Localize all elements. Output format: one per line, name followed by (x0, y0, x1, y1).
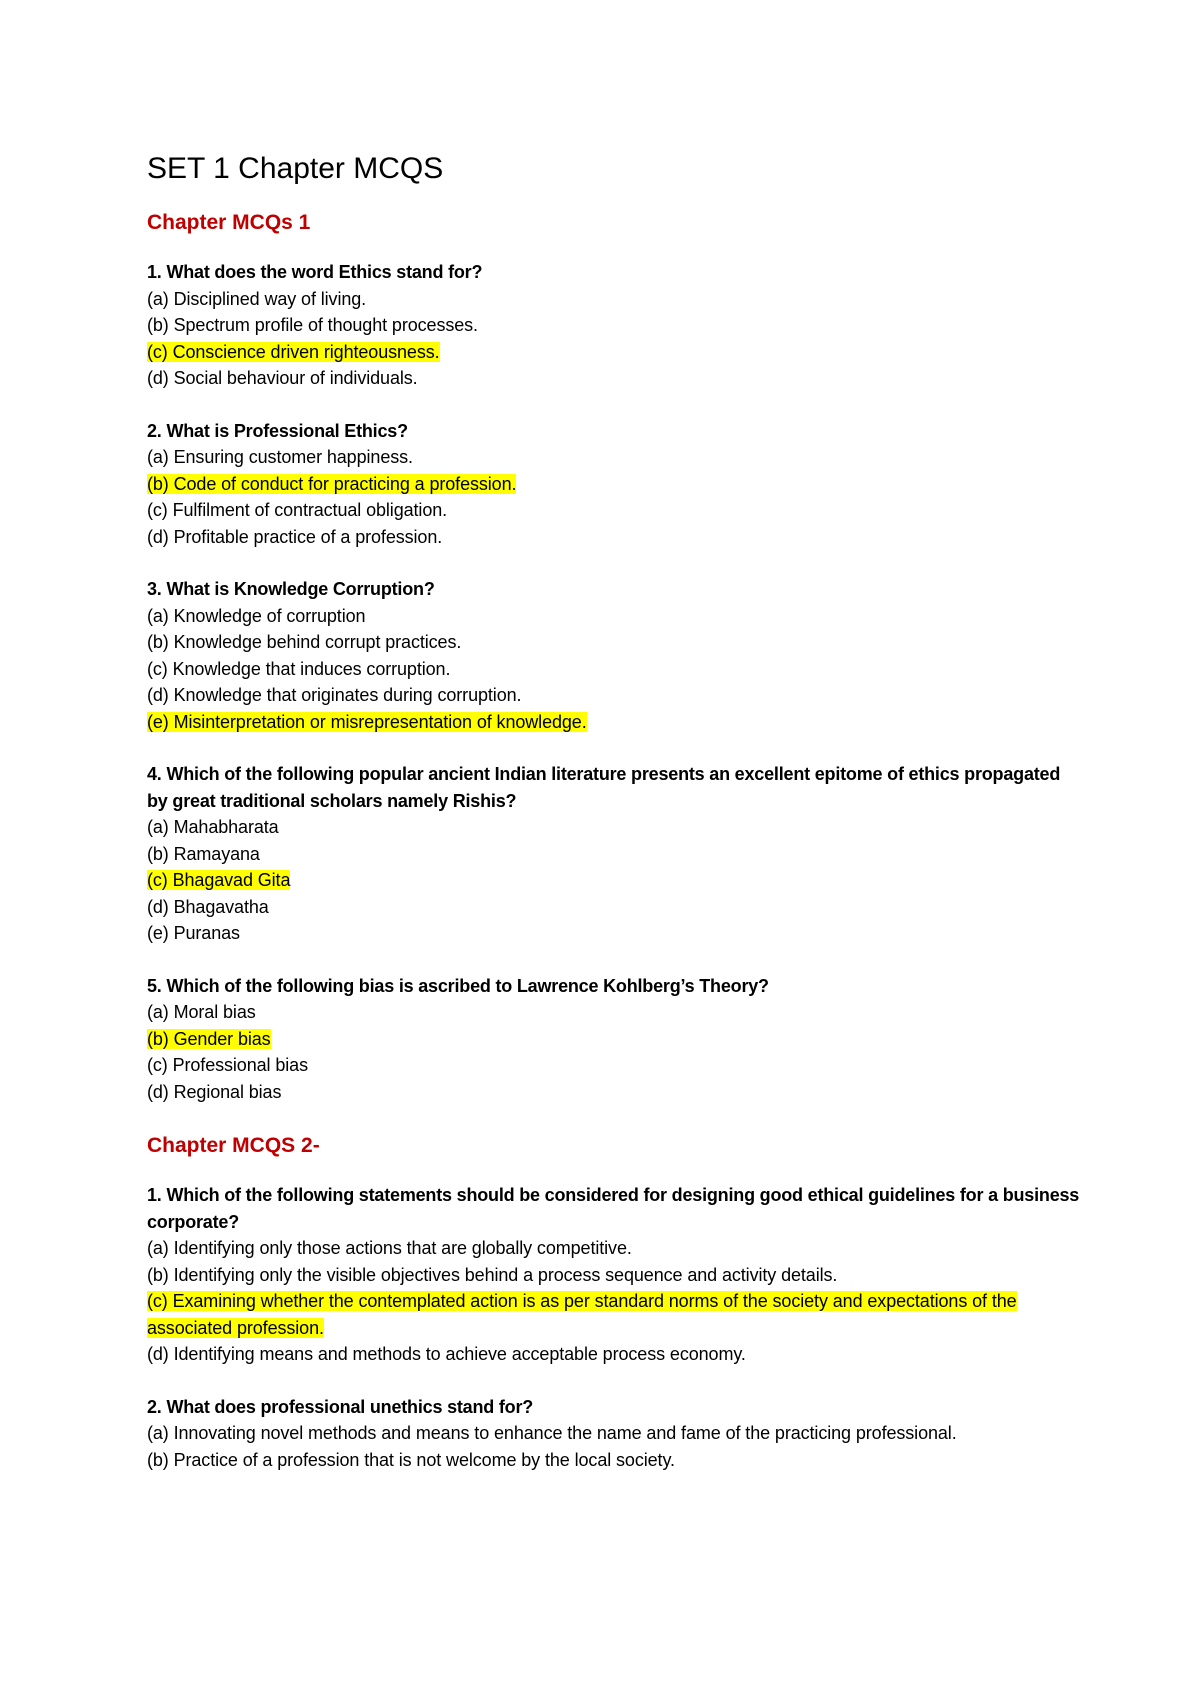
option (147, 603, 1080, 630)
option-correct (147, 1026, 1080, 1053)
option (147, 841, 1080, 868)
option-text: (b) Ramayana (147, 843, 260, 864)
question-prompt: What is Knowledge Corruption? (166, 579, 435, 599)
question-prompt: What is Professional Ethics? (166, 420, 408, 441)
option-text-highlighted: (c) Bhagavad Gita (147, 870, 291, 890)
option-text: (d) Regional bias (147, 1081, 282, 1102)
section-chapter-mcqs-1 (147, 208, 1080, 1105)
question (147, 761, 1080, 947)
option (147, 1447, 1080, 1474)
option-text: (a) Ensuring customer happiness. (147, 447, 413, 467)
option-text: (a) Innovating novel methods and means to enhance the name and fame of the practicing professional. (147, 1423, 957, 1443)
option (147, 920, 1080, 947)
question (147, 576, 1080, 735)
option-correct (147, 867, 1080, 894)
option (147, 814, 1080, 841)
option-text: (b) Practice of a profession that is not welcome by the local society. (147, 1449, 675, 1470)
option-text-highlighted: (b) Gender bias (147, 1028, 271, 1049)
option (147, 524, 1080, 551)
option-correct (147, 471, 1080, 498)
option-text: (b) Spectrum profile of thought processes. (147, 315, 478, 335)
option (147, 894, 1080, 921)
option (147, 286, 1080, 313)
option-text: (a) Moral bias (147, 1002, 256, 1022)
option-text: (c) Professional bias (147, 1055, 308, 1075)
question-number: 2. (147, 1396, 162, 1417)
question (147, 973, 1080, 1106)
section-heading: Chapter MCQS 2- (147, 1134, 320, 1157)
option-text-highlighted: (e) Misinterpretation or misrepresentation of knowledge. (147, 711, 587, 732)
option-text: (a) Mahabharata (147, 817, 279, 837)
question-number: 1. (147, 1185, 162, 1205)
question-text (147, 576, 1080, 603)
option-text-highlighted: (c) Examining whether the contemplated action is as per standard norms of the society and expectations of the associated profession. (147, 1291, 1017, 1338)
option (147, 1079, 1080, 1106)
option (147, 497, 1080, 524)
question-number: 2. (147, 420, 162, 441)
question-prompt: What does the word Ethics stand for? (166, 262, 483, 282)
option-text: (c) Knowledge that induces corruption. (147, 658, 451, 679)
option (147, 312, 1080, 339)
document-title: SET 1 Chapter MCQS (147, 152, 444, 185)
option-text: (b) Knowledge behind corrupt practices. (147, 632, 462, 652)
option (147, 444, 1080, 471)
option (147, 656, 1080, 683)
question-prompt: Which of the following statements should be considered for designing good ethical guidelines for a business corporate? (147, 1185, 1080, 1232)
option (147, 1262, 1080, 1289)
option-correct (147, 339, 1080, 366)
option (147, 1235, 1080, 1262)
option-text: (a) Knowledge of corruption (147, 605, 366, 626)
question-number: 4. (147, 764, 162, 784)
question-text (147, 1394, 1080, 1421)
question-text (147, 1182, 1080, 1235)
option (147, 1341, 1080, 1368)
option-correct (147, 1288, 1080, 1341)
question (147, 1182, 1080, 1368)
option (147, 365, 1080, 392)
question-number: 3. (147, 579, 162, 599)
question-number: 5. (147, 975, 162, 996)
option (147, 682, 1080, 709)
option (147, 1420, 1080, 1447)
option-text: (c) Fulfilment of contractual obligation. (147, 500, 448, 520)
option-text-highlighted: (b) Code of conduct for practicing a profession. (147, 473, 517, 494)
question (147, 418, 1080, 551)
option-text: (e) Puranas (147, 923, 240, 943)
option-text: (b) Identifying only the visible objectives behind a process sequence and activity details. (147, 1264, 838, 1285)
question-text (147, 761, 1080, 814)
question-prompt: Which of the following bias is ascribed to Lawrence Kohlberg’s Theory? (166, 975, 769, 996)
section-heading: Chapter MCQs 1 (147, 211, 311, 234)
option-correct (147, 709, 1080, 736)
question (147, 259, 1080, 392)
question-prompt: What does professional unethics stand for? (166, 1396, 534, 1417)
section-chapter-mcqs-2 (147, 1131, 1080, 1473)
option-text: (d) Bhagavatha (147, 896, 269, 917)
question-text (147, 973, 1080, 1000)
option (147, 629, 1080, 656)
option (147, 999, 1080, 1026)
question-text (147, 259, 1080, 286)
option (147, 1052, 1080, 1079)
option-text: (d) Social behaviour of individuals. (147, 368, 418, 388)
option-text: (d) Profitable practice of a profession. (147, 526, 443, 547)
option-text: (a) Disciplined way of living. (147, 288, 367, 309)
question-text (147, 418, 1080, 445)
option-text: (d) Identifying means and methods to achieve acceptable process economy. (147, 1344, 746, 1364)
option-text: (a) Identifying only those actions that are globally competitive. (147, 1238, 632, 1258)
option-text: (d) Knowledge that originates during corruption. (147, 685, 522, 705)
question-prompt: Which of the following popular ancient Indian literature presents an excellent epitome of ethics propagated by great traditional scholars namely Rishis? (147, 764, 1061, 811)
question-number: 1. (147, 262, 162, 282)
question (147, 1394, 1080, 1474)
option-text-highlighted: (c) Conscience driven righteousness. (147, 341, 440, 362)
